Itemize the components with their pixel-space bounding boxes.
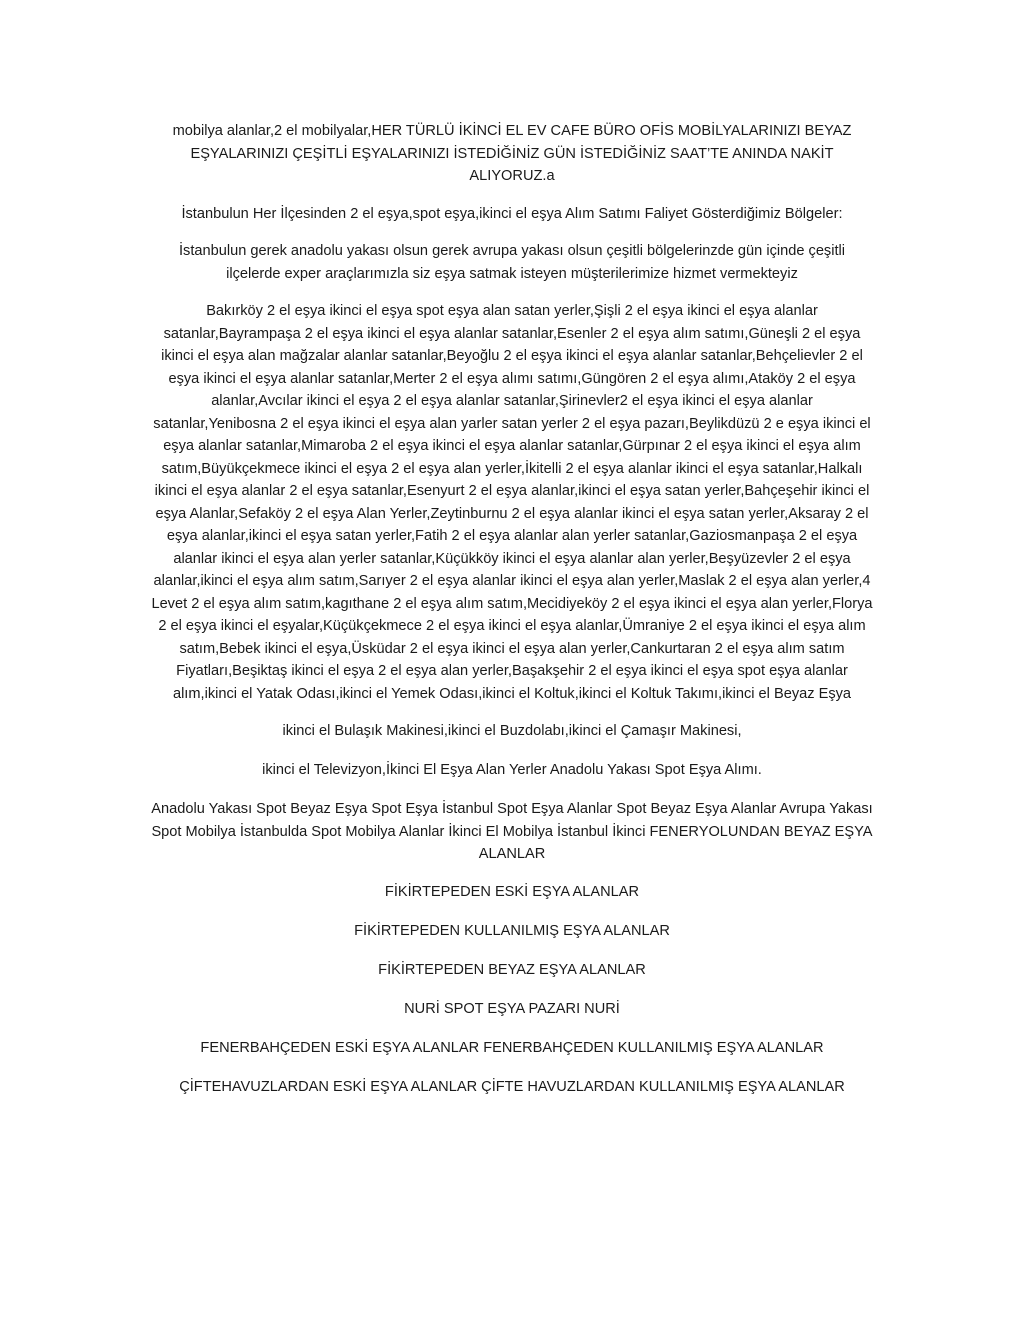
- service-paragraph: İstanbulun gerek anadolu yakası olsun gerek avrupa yakası olsun çeşitli bölgelerinzde gün içinde çeşitli ilçelerde exper araçlarımızla siz eşya satmak isteyen müşterilerimize hizmet vermekteyiz: [178, 243, 846, 282]
- ciftehavuzlar-line: ÇİFTEHAVUZLARDAN ESKİ EŞYA ALANLAR ÇİFTE HAVUZLARDAN KULLANILMIŞ EŞYA ALANLAR: [179, 1078, 845, 1095]
- document-page: [150, 120, 874, 1115]
- fikirtepe-old-line: FİKİRTEPEDEN ESKİ EŞYA ALANLAR: [384, 883, 640, 900]
- fikirtepe-used-line: FİKİRTEPEDEN KULLANILMIŞ EŞYA ALANLAR: [354, 922, 670, 939]
- fenerbahce-line: FENERBAHÇEDEN ESKİ EŞYA ALANLAR FENERBAHÇEDEN KULLANILMIŞ EŞYA ALANLAR: [200, 1039, 824, 1056]
- intro-paragraph: mobilya alanlar,2 el mobilyalar,HER TÜRLÜ İKİNCİ EL EV CAFE BÜRO OFİS MOBİLYALARINIZI BEYAZ EŞYALARINIZI ÇEŞİTLİ EŞYALARINIZI İSTEDİĞİNİZ GÜN İSTEDİĞİNİZ SAAT’TE ANINDA NAKİT ALIYORUZ.a: [172, 123, 852, 184]
- nuri-market-line: NURİ SPOT EŞYA PAZARI NURİ: [404, 1000, 620, 1017]
- regions-heading: İstanbulun Her İlçesinden 2 el eşya,spot eşya,ikinci el eşya Alım Satımı Faliyet Gösterdiğimiz Bölgeler:: [181, 205, 843, 222]
- appliances-line: ikinci el Bulaşık Makinesi,ikinci el Buzdolabı,ikinci el Çamaşır Makinesi,: [282, 723, 742, 739]
- districts-paragraph: Bakırköy 2 el eşya ikinci el eşya spot eşya alan satan yerler,Şişli 2 el eşya ikinci el eşya alanlar satanlar,Bayrampaşa 2 el eşya ikinci el eşya alanlar satanlar,Esenler 2 el eşya alım satımı,Güneşli 2 el eşya ikinci el eşya alan mağzalar alanlar satanlar,Beyoğlu 2 el eşya ikinci el eşya alanlar satanlar,Behçelievler 2 el eşya ikinci el eşya alanlar satanlar,Merter 2 el eşya alımı satımı,Güngören 2 el eşya alımı,Ataköy 2 el eşya alanlar,Avcılar ikinci el eşya 2 el eşya alanlar satanlar,Şirinevler2 el eşya ikinci el eşya alanlar satanlar,Yenibosna 2 el eşya ikinci el eşya alan yarler satan yerler 2 el eşya pazarı,Beylikdüzü 2 e eşya ikinci el eşya alanlar satanlar,Mimaroba 2 el eşya ikinci el eşya alanlar satanlar,Gürpınar 2 el eşya ikinci el eşya alım satım,Büyükçekmece ikinci el eşya 2 el eşya alan yerler,İkitelli 2 el eşya alanlar ikinci el eşya satanlar,Halkalı ikinci el eşya alanlar 2 el eşya satanlar,Esenyurt 2 el eşya alanlar,ikinci el eşya satan yerler,Bahçeşehir ikinci el eşya Alanlar,Sefaköy 2 el eşya Alan Yerler,Zeytinburnu 2 el eşya alanlar ikinci el eşya satan yerler,Aksaray 2 el eşya alanlar,ikinci el eşya satan yerler,Fatih 2 el eşya alanlar alan yerler satanlar,Gaziosmanpaşa 2 el eşya alanlar ikinci el eşya alan yerler satanlar,Küçükköy ikinci el eşya alanlar alan yerler,Beşyüzevler 2 el eşya alanlar,ikinci el eşya alım satım,Sarıyer 2 el eşya alanlar ikinci el eşya alan yerler,Maslak 2 el eşya alan yerler,4 Levet 2 el eşya alım satım,kagıthane 2 el eşya alım satım,Mecidiyeköy 2 el eşya ikinci el eşya alan yerler,Florya 2 el eşya ikinci el eşyalar,Küçükçekmece 2 el eşya ikinci el eşya alanlar,Ümraniye 2 el eşya ikinci el eşya alım satım,Bebek ikinci el eşya,Üsküdar 2 el eşya ikinci el eşya alan yerler,Cankurtaran 2 el eşya alım satım Fiyatları,Beşiktaş ikinci el eşya 2 el eşya alan yerler,Başakşehir 2 el eşya ikinci el eşya spot eşya alanlar alım,ikinci el Yatak Odası,ikinci el Yemek Odası,ikinci el Koltuk,ikinci el Koltuk Takımı,ikinci el Beyaz Eşya: [151, 303, 873, 702]
- fikirtepe-white-line: FİKİRTEPEDEN BEYAZ EŞYA ALANLAR: [378, 961, 646, 978]
- television-line: ikinci el Televizyon,İkinci El Eşya Alan Yerler Anadolu Yakası Spot Eşya Alımı.: [262, 762, 762, 778]
- spot-paragraph: Anadolu Yakası Spot Beyaz Eşya Spot Eşya İstanbul Spot Eşya Alanlar Spot Beyaz Eşya Alanlar Avrupa Yakası Spot Mobilya İstanbulda Spot Mobilya Alanlar İkinci El Mobilya İstanbul İkinci FENERYOLUNDAN BEYAZ EŞYA ALANLAR: [151, 801, 873, 862]
